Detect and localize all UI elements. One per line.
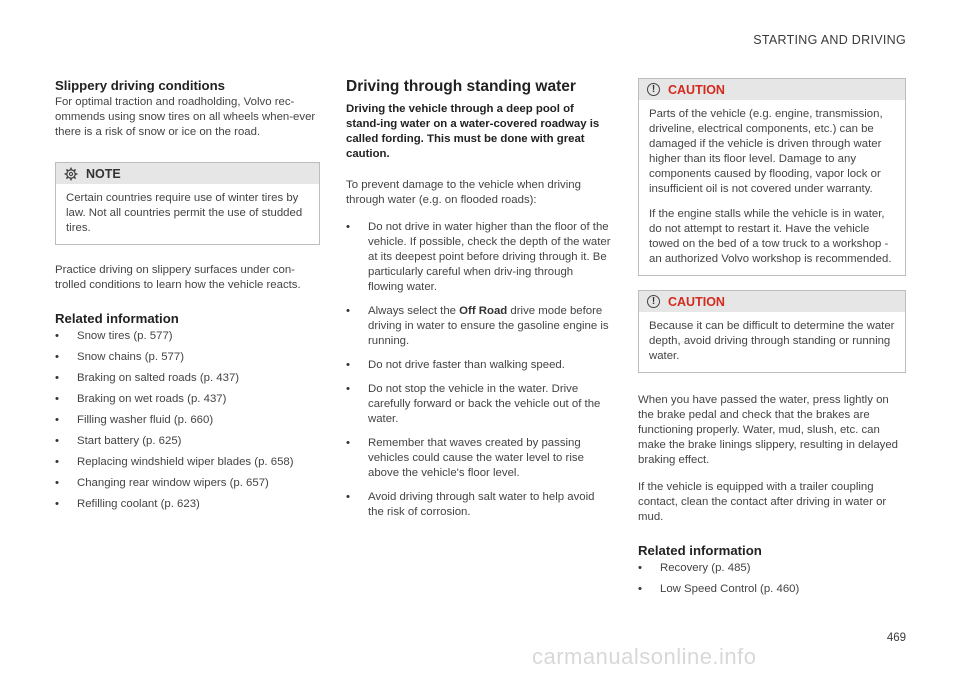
note-title: NOTE [86,166,121,181]
exclamation-icon: ! [647,295,660,308]
drive-mode-name: Off Road [459,305,508,317]
heading-slippery-driving: Slippery driving conditions [55,78,225,93]
caution-header [639,291,905,312]
precaution-list [346,220,611,520]
related-link[interactable]: • Refilling coolant (p. 623) [55,497,320,512]
list-item-text: drive mode before driving in water to ensure the gasoline engine is running. [368,305,609,347]
column-cautions [638,78,906,603]
caution-text: If the engine stalls while the vehicle is in water, do not attempt to restart it. Have the vehicle towed on the bed of a tow truck to a workshop - an authorized Volvo workshop is recommended. [649,208,892,265]
related-link[interactable]: • Braking on wet roads (p. 437) [55,392,320,407]
paragraph: To prevent damage to the vehicle when driving through water (e.g. on flooded roads): [346,179,581,206]
list-item: • Do not drive in water higher than the floor of the vehicle. If possible, check the depth of the water at its deepest point before driving through it. Be particularly careful when driv-ing through flowing water. [346,220,611,295]
list-item-text: Always select the [368,305,460,317]
paragraph: Practice driving on slippery surfaces under con-trolled conditions to learn how the vehicle reacts. [55,264,301,291]
column-standing-water [346,78,611,529]
related-link[interactable]: • Start battery (p. 625) [55,434,320,449]
section-header: STARTING AND DRIVING [753,33,906,47]
note-box [55,162,320,245]
caution-header [639,79,905,100]
gear-icon [64,167,78,181]
related-link[interactable]: • Filling washer fluid (p. 660) [55,413,320,428]
related-list [638,561,906,597]
related-list [55,329,320,512]
paragraph: When you have passed the water, press lightly on the brake pedal and check that the brakes are functioning properly. Water, mud, slush, etc. can make the brake linings slippery, resulting in delayed braking effect. [638,394,899,466]
caution-title: CAUTION [668,82,725,97]
related-link[interactable]: • Braking on salted roads (p. 437) [55,371,320,386]
list-item [346,304,611,349]
caution-title: CAUTION [668,294,725,309]
list-item: • Do not drive faster than walking speed. [346,358,611,373]
related-heading: Related information [638,543,762,558]
related-link[interactable]: • Low Speed Control (p. 460) [638,582,906,597]
list-item: • Remember that waves created by passing vehicles could cause the water level to rise above the vehicle's floor level. [346,436,611,481]
list-item: • Do not stop the vehicle in the water. Drive carefully forward or back the vehicle out of the water. [346,382,611,427]
watermark: carmanualsonline.info [532,644,757,669]
caution-box [638,290,906,373]
list-item: • Avoid driving through salt water to help avoid the risk of corrosion. [346,490,611,520]
related-link[interactable]: • Snow chains (p. 577) [55,350,320,365]
intro-paragraph: Driving the vehicle through a deep pool of stand-ing water on a water-covered roadway is called fording. This must be done with great caution. [346,103,600,160]
page-number: 469 [886,632,906,644]
paragraph: For optimal traction and roadholding, Volvo rec-ommends using snow tires on all wheels when-ever there is a risk of snow or ice on the road. [55,96,316,138]
related-link[interactable]: • Changing rear window wipers (p. 657) [55,476,320,491]
caution-box [638,78,906,276]
heading-standing-water: Driving through standing water [346,78,576,95]
note-header [56,163,319,184]
note-text: Certain countries require use of winter tires by law. Not all countries permit the use of studded tires. [66,192,303,234]
related-link[interactable]: • Snow tires (p. 577) [55,329,320,344]
related-link[interactable]: • Recovery (p. 485) [638,561,906,576]
related-link[interactable]: • Replacing windshield wiper blades (p. 658) [55,455,320,470]
caution-text: Because it can be difficult to determine the water depth, avoid driving through standing or running water. [649,320,895,362]
paragraph: If the vehicle is equipped with a trailer coupling contact, clean the contact after driving in water or mud. [638,481,887,523]
related-heading: Related information [55,311,179,326]
exclamation-icon: ! [647,83,660,96]
caution-text: Parts of the vehicle (e.g. engine, transmission, driveline, electrical components, etc.) can be damaged if the vehicle is driven through water higher than its floor level. Damage to any components caused by flooding, vapor lock or insufficient oil is not covered under warranty. [649,108,883,195]
column-slippery-driving [55,78,320,518]
